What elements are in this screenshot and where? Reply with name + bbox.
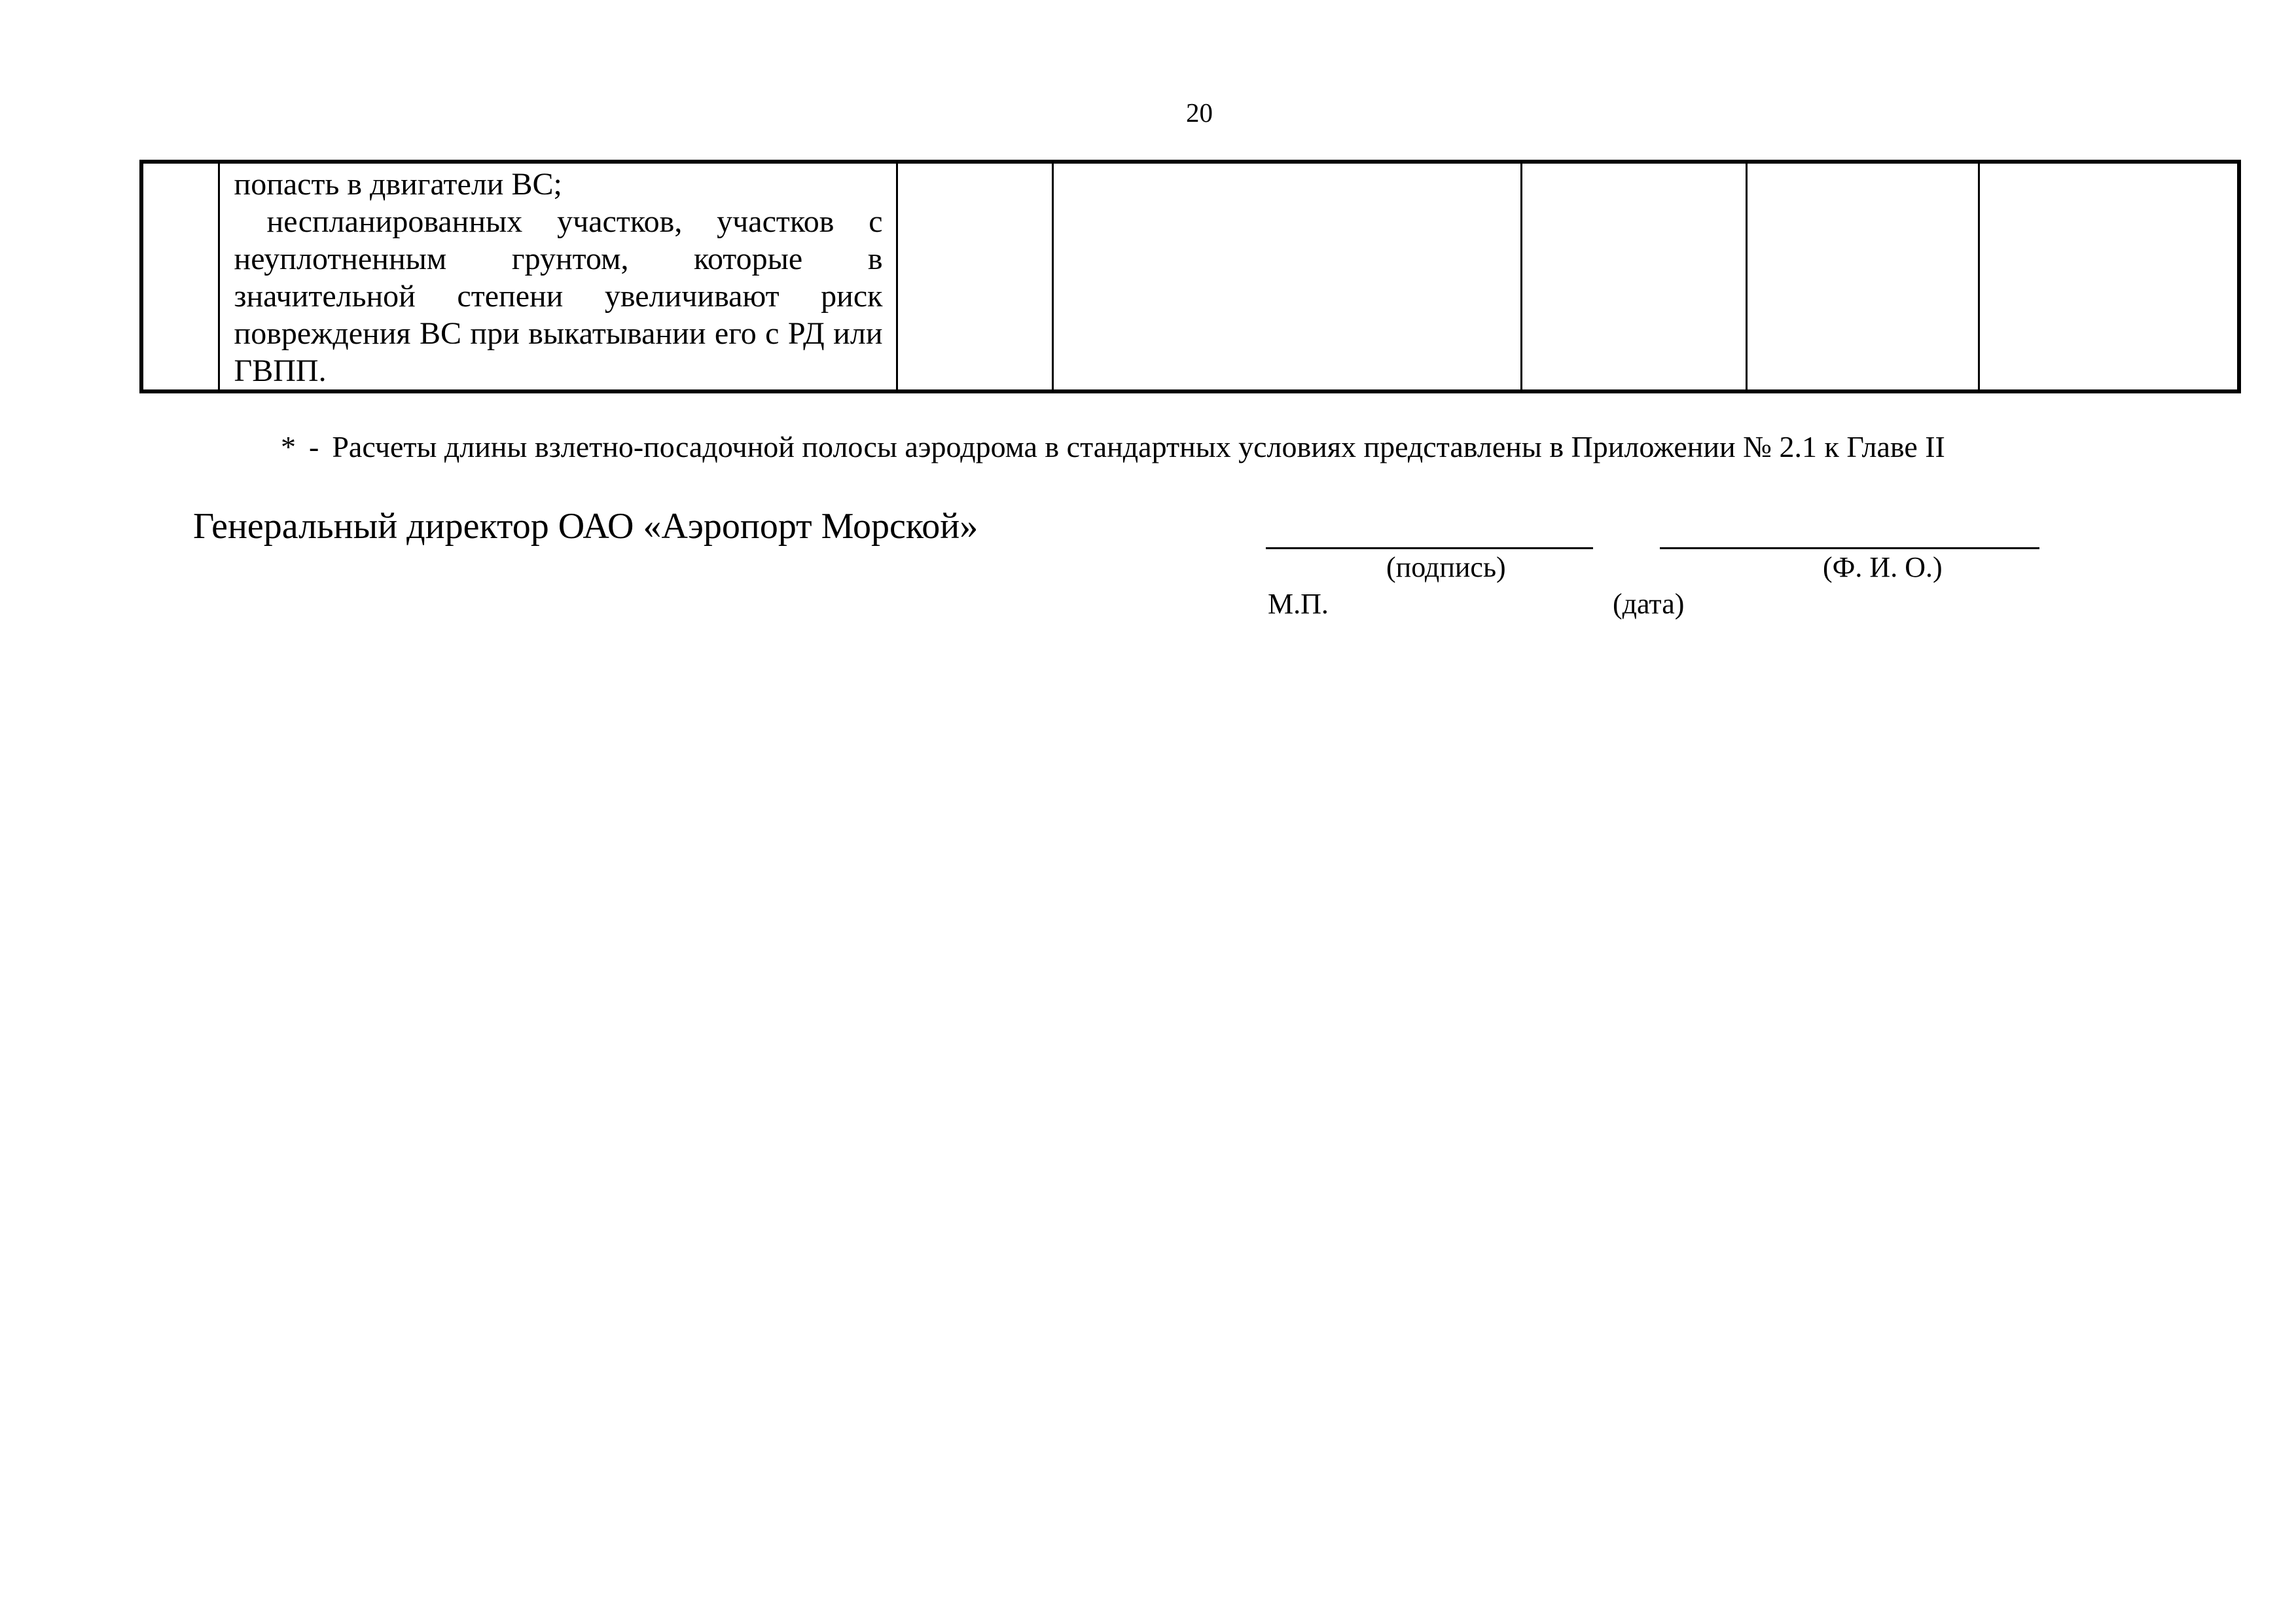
table-cell-description xyxy=(219,162,897,391)
table-cell xyxy=(1746,162,1979,391)
table-cell-number xyxy=(141,162,219,391)
page-number: 20 xyxy=(1186,98,1213,128)
date-caption: (дата) xyxy=(1613,588,1685,620)
footnote-marker: * xyxy=(281,430,296,463)
requirements-table xyxy=(139,160,2241,393)
footnote-text: Расчеты длины взлетно-посадочной полосы аэродрома в стандартных условиях представлены в Приложении № 2.1 к Главе II xyxy=(332,430,1945,463)
footnote xyxy=(281,429,1945,465)
table-cell xyxy=(1521,162,1746,391)
table-cell xyxy=(897,162,1052,391)
cell-paragraph: неспланированных участков, участков с неуплотненным грунтом, которые в значительной степени увеличивают риск повреждения ВС при выкатывании его с РД или ГВПП. xyxy=(234,204,883,388)
seal-caption: М.П. xyxy=(1268,588,1329,620)
fio-caption: (Ф. И. О.) xyxy=(1823,551,1943,583)
table-cell xyxy=(1052,162,1521,391)
signature-caption: (подпись) xyxy=(1386,551,1506,583)
cell-paragraph: попасть в двигатели ВС; xyxy=(234,167,562,202)
signature-line xyxy=(1266,547,1593,549)
fio-line xyxy=(1660,547,2039,549)
director-title: Генеральный директор ОАО «Аэропорт Морской» xyxy=(193,506,978,547)
footnote-dash: - xyxy=(309,430,319,463)
table-row xyxy=(141,162,2239,391)
table-cell xyxy=(1979,162,2239,391)
